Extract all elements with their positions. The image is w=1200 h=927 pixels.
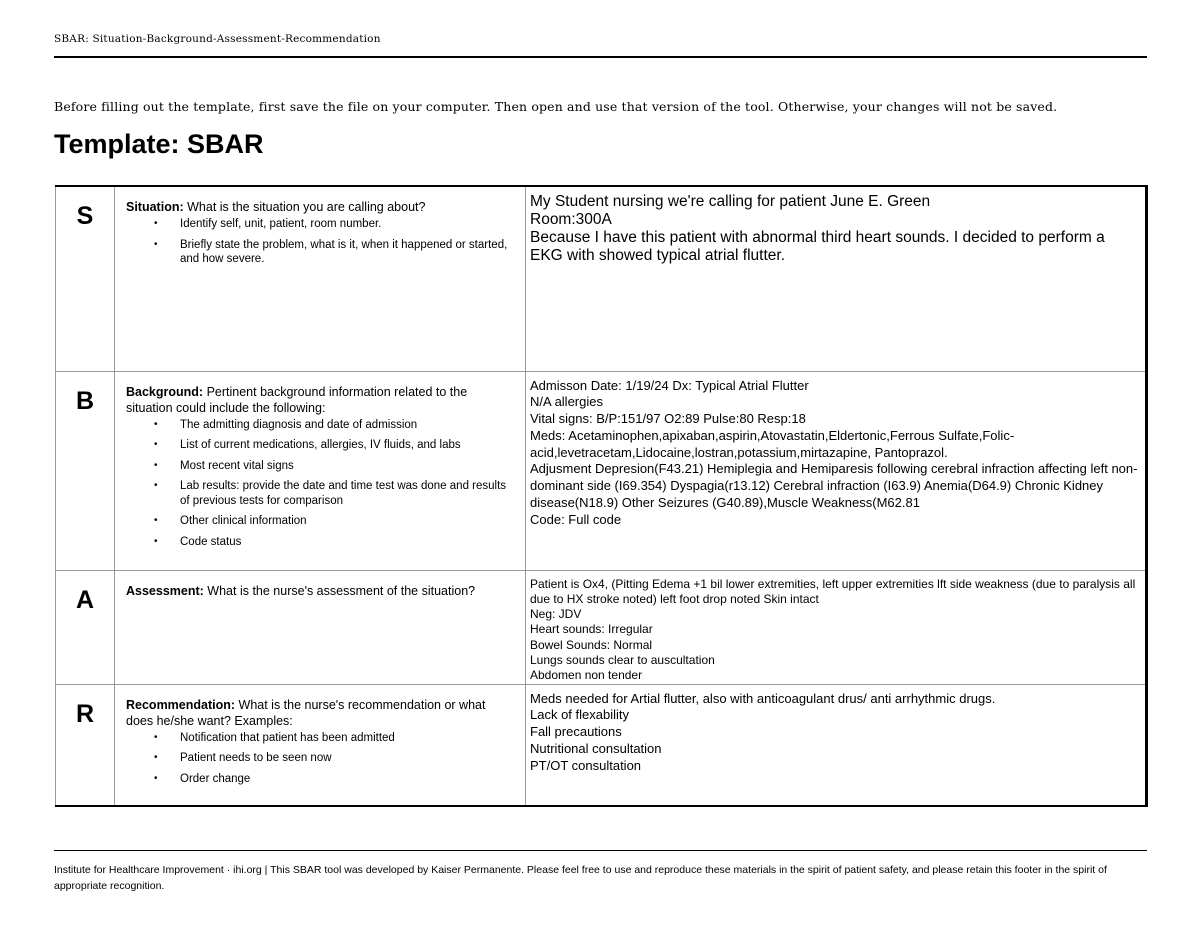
situation-heading: Situation: <box>126 200 184 214</box>
recommendation-bullets <box>126 731 515 787</box>
assessment-letter: A <box>56 570 115 684</box>
header-divider <box>54 56 1147 58</box>
situation-letter: S <box>56 186 115 371</box>
background-question: Pertinent background information related to the situation could include the following: <box>126 384 468 415</box>
answer-line: Bowel Sounds: Normal <box>530 637 653 652</box>
answer-line: PT/OT consultation <box>530 757 642 773</box>
background-answer[interactable] <box>526 371 1147 570</box>
answer-line: Nutritional consultation <box>530 740 662 756</box>
footer-text: Institute for Healthcare Improvement · ihi.org | This SBAR tool was developed by Kaiser Permanente. Please feel free to use and reproduce these materials in the spirit of patient safety, and please retain this footer in the spirit of appropriate recognition. <box>54 864 1107 892</box>
answer-line: Fall precautions <box>530 724 622 740</box>
prompt-bullet: • Patient needs to be seen now <box>180 751 515 766</box>
recommendation-row <box>56 684 1147 806</box>
answer-line: N/A allergies <box>530 394 603 410</box>
answer-line: Meds needed for Artial flutter, also with anticoagulant drus/ anti arrhythmic drugs. <box>530 690 996 706</box>
prompt-bullet: • Briefly state the problem, what is it, when it happened or started, and how severe. <box>180 238 515 267</box>
recommendation-heading: Recommendation: <box>126 697 236 712</box>
background-row <box>56 371 1147 570</box>
situation-prompt <box>115 186 526 371</box>
situation-question: What is the situation you are calling about? <box>183 200 426 214</box>
situation-row <box>56 186 1147 371</box>
instruction-text: Before filling out the template, first save the file on your computer. Then open and use that version of the tool. Otherwise, your changes will not be saved. <box>54 99 1058 114</box>
answer-line: Code: Full code <box>530 511 622 527</box>
answer-line: Lack of flexability <box>530 707 629 723</box>
background-heading: Background: <box>126 384 204 399</box>
situation-bullets <box>126 217 515 267</box>
situation-answer[interactable] <box>526 186 1147 371</box>
prompt-bullet: • Lab results: provide the date and time test was done and results of previous tests for comparison <box>180 479 515 508</box>
answer-line: Heart sounds: Irregular <box>530 622 653 637</box>
footer-divider <box>54 850 1147 851</box>
answer-line: Room:300A <box>530 211 612 228</box>
recommendation-prompt <box>115 684 526 806</box>
assessment-question: What is the nurse's assessment of the situation? <box>203 583 476 598</box>
page-title: Template: SBAR <box>54 129 264 159</box>
answer-line: Vital signs: B/P:151/97 O2:89 Pulse:80 Resp:18 <box>530 411 806 427</box>
assessment-answer[interactable] <box>526 570 1147 684</box>
answer-line: Adjusment Depresion(F43.21) Hemiplegia and Hemiparesis following cerebral infraction affecting left non-dominant side (I69.354) Dyspagia(r13.12) Cerebral infraction (I63.9) Anemia(D64.9) Chronic Kidney disease(N18.9) Other Seizures (G40.89),Muscle Weakness(M62.81 <box>530 461 1138 511</box>
background-prompt <box>115 371 526 570</box>
background-bullets <box>126 418 515 550</box>
background-letter: B <box>56 371 115 570</box>
prompt-bullet: • Code status <box>180 535 515 550</box>
prompt-bullet: • Identify self, unit, patient, room number. <box>180 217 515 232</box>
answer-line: Neg: JDV <box>530 607 582 622</box>
prompt-bullet: • Most recent vital signs <box>180 459 515 474</box>
prompt-bullet: • List of current medications, allergies, IV fluids, and labs <box>180 438 515 453</box>
answer-line: Admisson Date: 1/19/24 Dx: Typical Atrial Flutter <box>530 377 809 393</box>
answer-line: Because I have this patient with abnormal third heart sounds. I decided to perform a EKG with showed typical atrial flutter. <box>530 229 1110 264</box>
sbar-table <box>55 185 1148 807</box>
recommendation-letter: R <box>56 684 115 806</box>
assessment-row <box>56 570 1147 684</box>
recommendation-answer[interactable] <box>526 684 1147 806</box>
answer-line: Lungs sounds clear to auscultation <box>530 652 715 667</box>
recommendation-question: What is the nurse's recommendation or what does he/she want? Examples: <box>126 697 486 728</box>
answer-line: Meds: Acetaminophen,apixaban,aspirin,Atovastatin,Eldertonic,Ferrous Sulfate,Folic-acid,levetracetam,Lidocaine,lostran,potassium,mirtazapine, Pantoprazol. <box>530 427 1015 460</box>
assessment-prompt <box>115 570 526 684</box>
prompt-bullet: • Order change <box>180 772 515 787</box>
answer-line: My Student nursing we're calling for patient June E. Green <box>530 193 931 210</box>
assessment-heading: Assessment: <box>126 583 204 598</box>
prompt-bullet: • The admitting diagnosis and date of admission <box>180 418 515 433</box>
running-header: SBAR: Situation-Background-Assessment-Recommendation <box>54 33 381 45</box>
answer-line: Abdomen non tender <box>530 668 643 683</box>
answer-line: Patient is Ox4, (Pitting Edema +1 bil lower extremities, left upper extremities lft side weakness (due to paralysis all due to HX stroke noted) left foot drop noted Skin intact <box>530 576 1139 606</box>
prompt-bullet: • Notification that patient has been admitted <box>180 731 515 746</box>
prompt-bullet: • Other clinical information <box>180 514 515 529</box>
